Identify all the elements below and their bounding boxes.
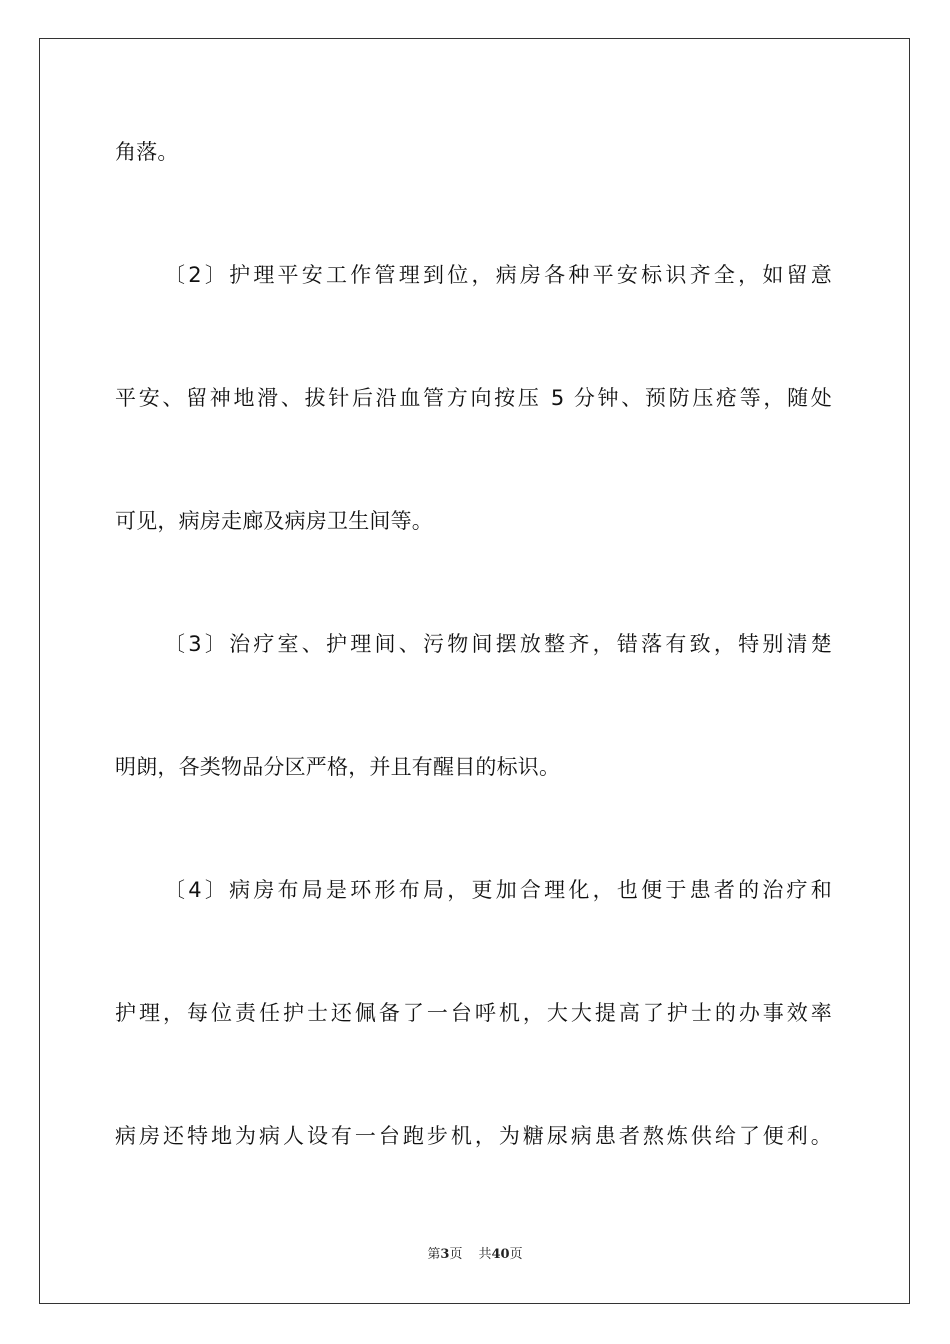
page-number: 3: [440, 1247, 450, 1262]
total-suffix: 页: [509, 1247, 523, 1262]
total-prefix: 共: [478, 1247, 492, 1262]
total-pages: 40: [491, 1247, 510, 1262]
paragraph-3-line-1: 〔3〕治疗室、护理间、污物间摆放整齐，错落有致，特别清楚: [164, 632, 832, 656]
page-border: [39, 38, 910, 1304]
paragraph-4-line-2: 护理，每位责任护士还佩备了一台呼机，大大提高了护士的办事效率: [115, 1001, 832, 1025]
page-prefix: 第: [427, 1247, 441, 1262]
paragraph-4-line-3: 病房还特地为病人设有一台跑步机，为糖尿病患者熬炼供给了便利。: [115, 1124, 832, 1148]
paragraph-2-line-1: 〔2〕护理平安工作管理到位，病房各种平安标识齐全，如留意: [164, 263, 832, 287]
paragraph-4-line-1: 〔4〕病房布局是环形布局，更加合理化，也便于患者的治疗和: [164, 878, 832, 902]
paragraph-2-line-3: 可见，病房走廊及病房卫生间等。: [115, 509, 433, 533]
paragraph-2-line-2: 平安、留神地滑、拔针后沿血管方向按压 5 分钟、预防压疮等，随处: [115, 386, 832, 410]
paragraph-3-line-2: 明朗，各类物品分区严格，并且有醒目的标识。: [115, 755, 561, 779]
text-line-1: 角落。: [115, 140, 179, 164]
page-suffix: 页: [449, 1247, 463, 1262]
page-footer: [0, 1246, 950, 1264]
